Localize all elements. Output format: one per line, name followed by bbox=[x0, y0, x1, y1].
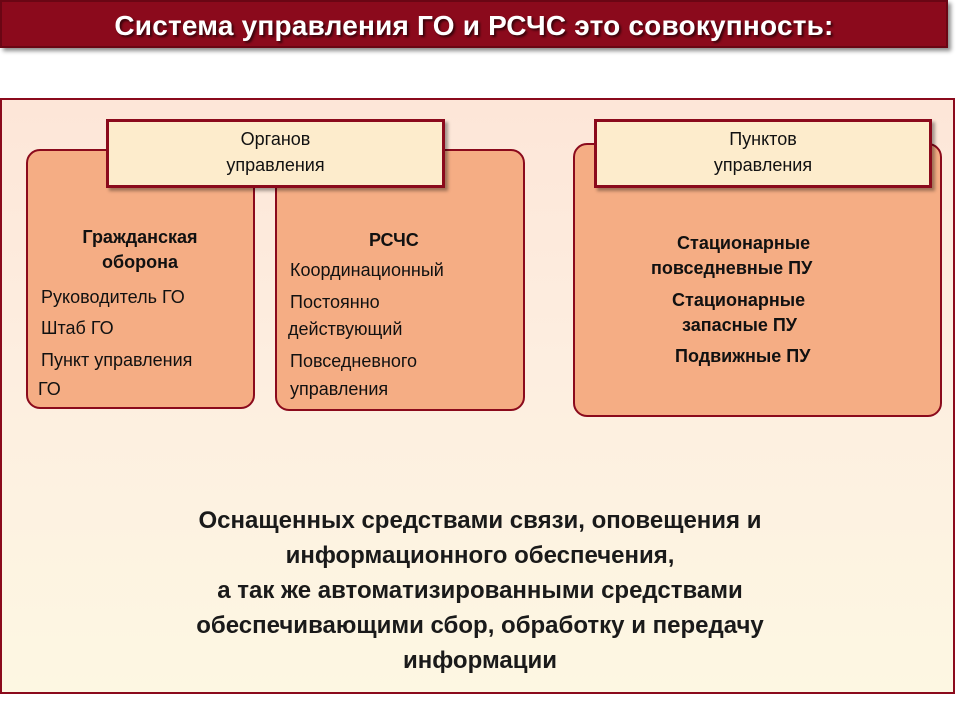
organs-header-line1: Органов bbox=[240, 129, 311, 149]
footer-line-2: информационного обеспечения, bbox=[285, 542, 675, 569]
title-bar bbox=[0, 0, 948, 48]
civil-defense-heading-line2: оборона bbox=[102, 252, 178, 272]
footer-line-1: Оснащенных средствами связи, оповещения и bbox=[198, 507, 762, 534]
organs-header bbox=[106, 119, 445, 188]
points-header-line2: управления bbox=[713, 155, 813, 175]
pu-item-stationary-daily-cont: повседневные ПУ bbox=[651, 258, 813, 278]
points-header bbox=[594, 119, 932, 188]
rschs-item-daily-cont: управления bbox=[290, 379, 389, 399]
rschs-item-daily: Повседневного bbox=[290, 351, 418, 371]
civil-defense-heading bbox=[40, 225, 240, 275]
rschs-heading: РСЧС bbox=[369, 230, 419, 250]
footer-description bbox=[60, 503, 900, 678]
go-item-point-cont: ГО bbox=[38, 379, 61, 399]
footer-line-3: а так же автоматизированными средствами bbox=[217, 577, 743, 604]
pu-item-mobile: Подвижные ПУ bbox=[675, 346, 811, 366]
go-item-head: Руководитель ГО bbox=[41, 287, 185, 307]
rschs-item-coord: Координационный bbox=[290, 260, 444, 280]
page-title: Система управления ГО и РСЧС это совокупность: bbox=[114, 10, 834, 41]
rschs-item-permanent-cont: действующий bbox=[288, 319, 403, 339]
footer-line-5: информации bbox=[403, 647, 557, 674]
civil-defense-heading-line1: Гражданская bbox=[82, 227, 198, 247]
go-item-point: Пункт управления bbox=[41, 350, 193, 370]
pu-item-stationary-daily: Стационарные bbox=[677, 233, 811, 253]
points-header-line1: Пунктов bbox=[729, 129, 797, 149]
rschs-item-permanent: Постоянно bbox=[290, 292, 380, 312]
pu-item-stationary-reserve: Стационарные bbox=[672, 290, 806, 310]
pu-item-stationary-reserve-cont: запасные ПУ bbox=[682, 315, 798, 335]
footer-line-4: обеспечивающими сбор, обработку и передачу bbox=[196, 612, 764, 639]
organs-header-line2: управления bbox=[226, 155, 325, 175]
go-item-staff: Штаб ГО bbox=[41, 318, 114, 338]
